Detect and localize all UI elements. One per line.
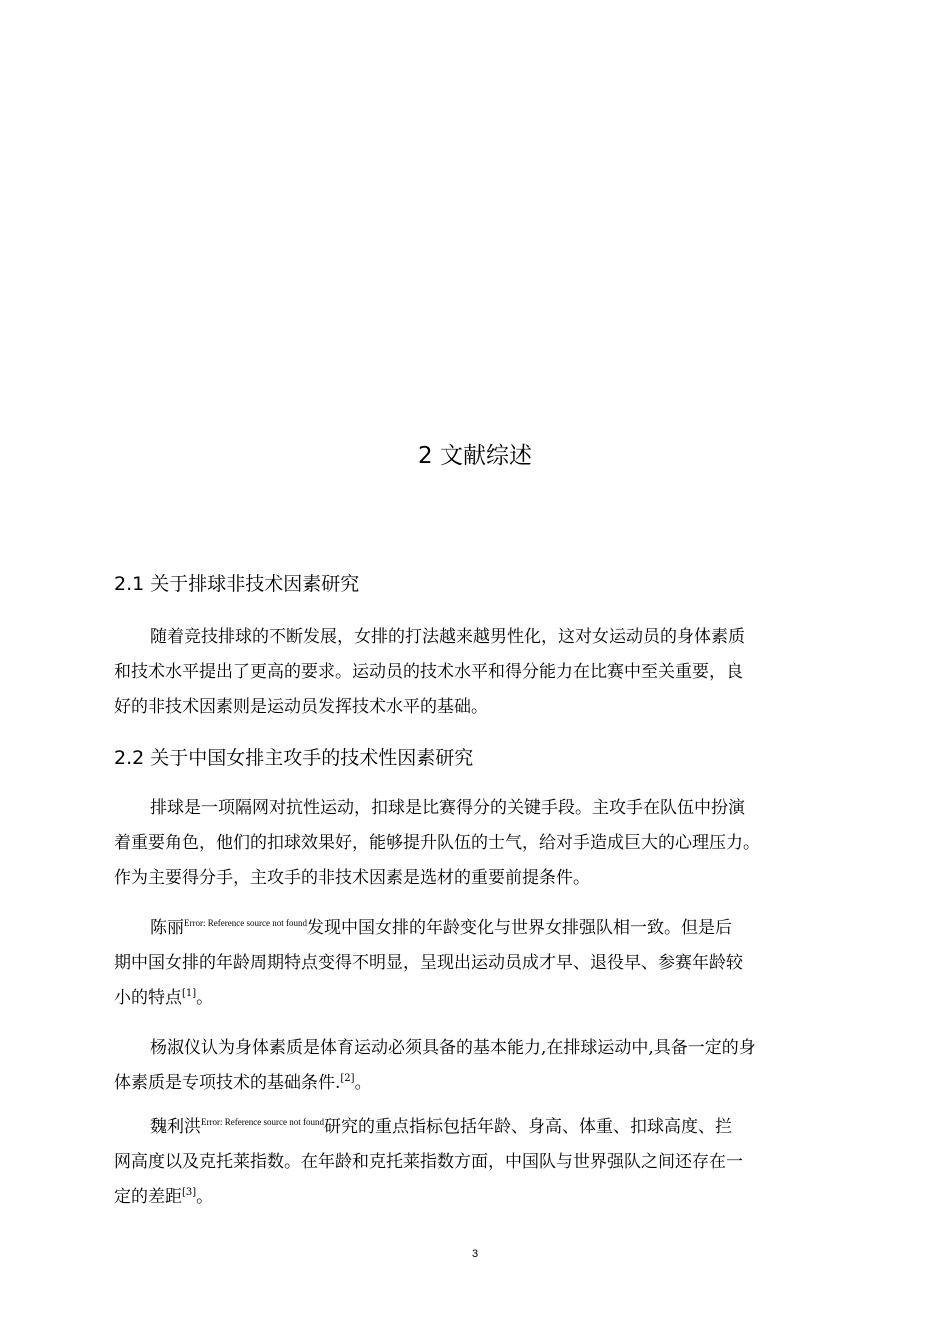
paragraph-2-2-2 <box>114 911 864 1016</box>
section-heading-2-1: 2.1 关于排球非技术因素研究 <box>114 573 360 595</box>
text-fragment: 。 <box>354 1073 372 1093</box>
text-line <box>114 1180 864 1215</box>
text-line <box>114 1066 864 1101</box>
text-fragment: 发现中国女排的年龄变化与世界女排强队相一致。但是后 <box>306 918 732 938</box>
text-line <box>114 911 864 946</box>
text-fragment: 定的差距 <box>114 1187 182 1207</box>
chapter-title: 2 文献综述 <box>418 443 532 469</box>
text-line: 随着竞技排球的不断发展，女排的打法越来越男性化，这对女运动员的身体素质 <box>150 627 745 647</box>
text-line: 着重要角色，他们的扣球效果好，能够提升队伍的士气，给对手造成巨大的心理压力。 <box>114 833 760 853</box>
text-line: 杨淑仪认为身体素质是体育运动必须具备的基本能力,在排球运动中,具备一定的身 <box>150 1038 756 1058</box>
text-line <box>114 1110 864 1145</box>
text-fragment: 。 <box>196 988 214 1008</box>
citation-link[interactable]: [1] <box>182 988 197 999</box>
text-line: 和技术水平提出了更高的要求。运动员的技术水平和得分能力在比赛中至关重要，良 <box>114 662 743 682</box>
text-line: 网高度以及克托莱指数。在年龄和克托莱指数方面，中国队与世界强队之间还存在一 <box>114 1152 743 1172</box>
citation-link[interactable]: [3] <box>182 1187 197 1198</box>
text-line <box>114 981 864 1016</box>
paragraph-2-2-3 <box>114 1031 864 1101</box>
paragraph-2-1-1 <box>114 620 864 725</box>
text-fragment: 体素质是专项技术的基础条件. <box>114 1073 341 1093</box>
text-line: 期中国女排的年龄周期特点变得不明显，呈现出运动员成才早、退役早、参赛年龄较 <box>114 953 743 973</box>
text-line: 排球是一项隔网对抗性运动，扣球是比赛得分的关键手段。主攻手在队伍中扮演 <box>150 798 745 818</box>
section-heading-2-2: 2.2 关于中国女排主攻手的技术性因素研究 <box>114 747 474 769</box>
text-line: 好的非技术因素则是运动员发挥技术水平的基础。 <box>114 697 488 717</box>
paragraph-2-2-1 <box>114 791 864 896</box>
text-fragment: 。 <box>196 1187 214 1207</box>
text-fragment: 小的特点 <box>114 988 182 1008</box>
text-fragment: 研究的重点指标包括年龄、身高、体重、扣球高度、拦 <box>323 1117 732 1137</box>
author-name: 陈丽 <box>150 918 184 938</box>
page-number: 3 <box>471 1248 479 1260</box>
reference-error-link[interactable]: Error: Reference source not found <box>184 918 307 928</box>
paragraph-2-2-4 <box>114 1110 864 1215</box>
citation-link[interactable]: [2] <box>340 1073 355 1084</box>
author-name: 魏利洪 <box>150 1117 201 1137</box>
text-line: 作为主要得分手，主攻手的非技术因素是选材的重要前提条件。 <box>114 868 590 888</box>
reference-error-link[interactable]: Error: Reference source not found <box>201 1117 324 1127</box>
